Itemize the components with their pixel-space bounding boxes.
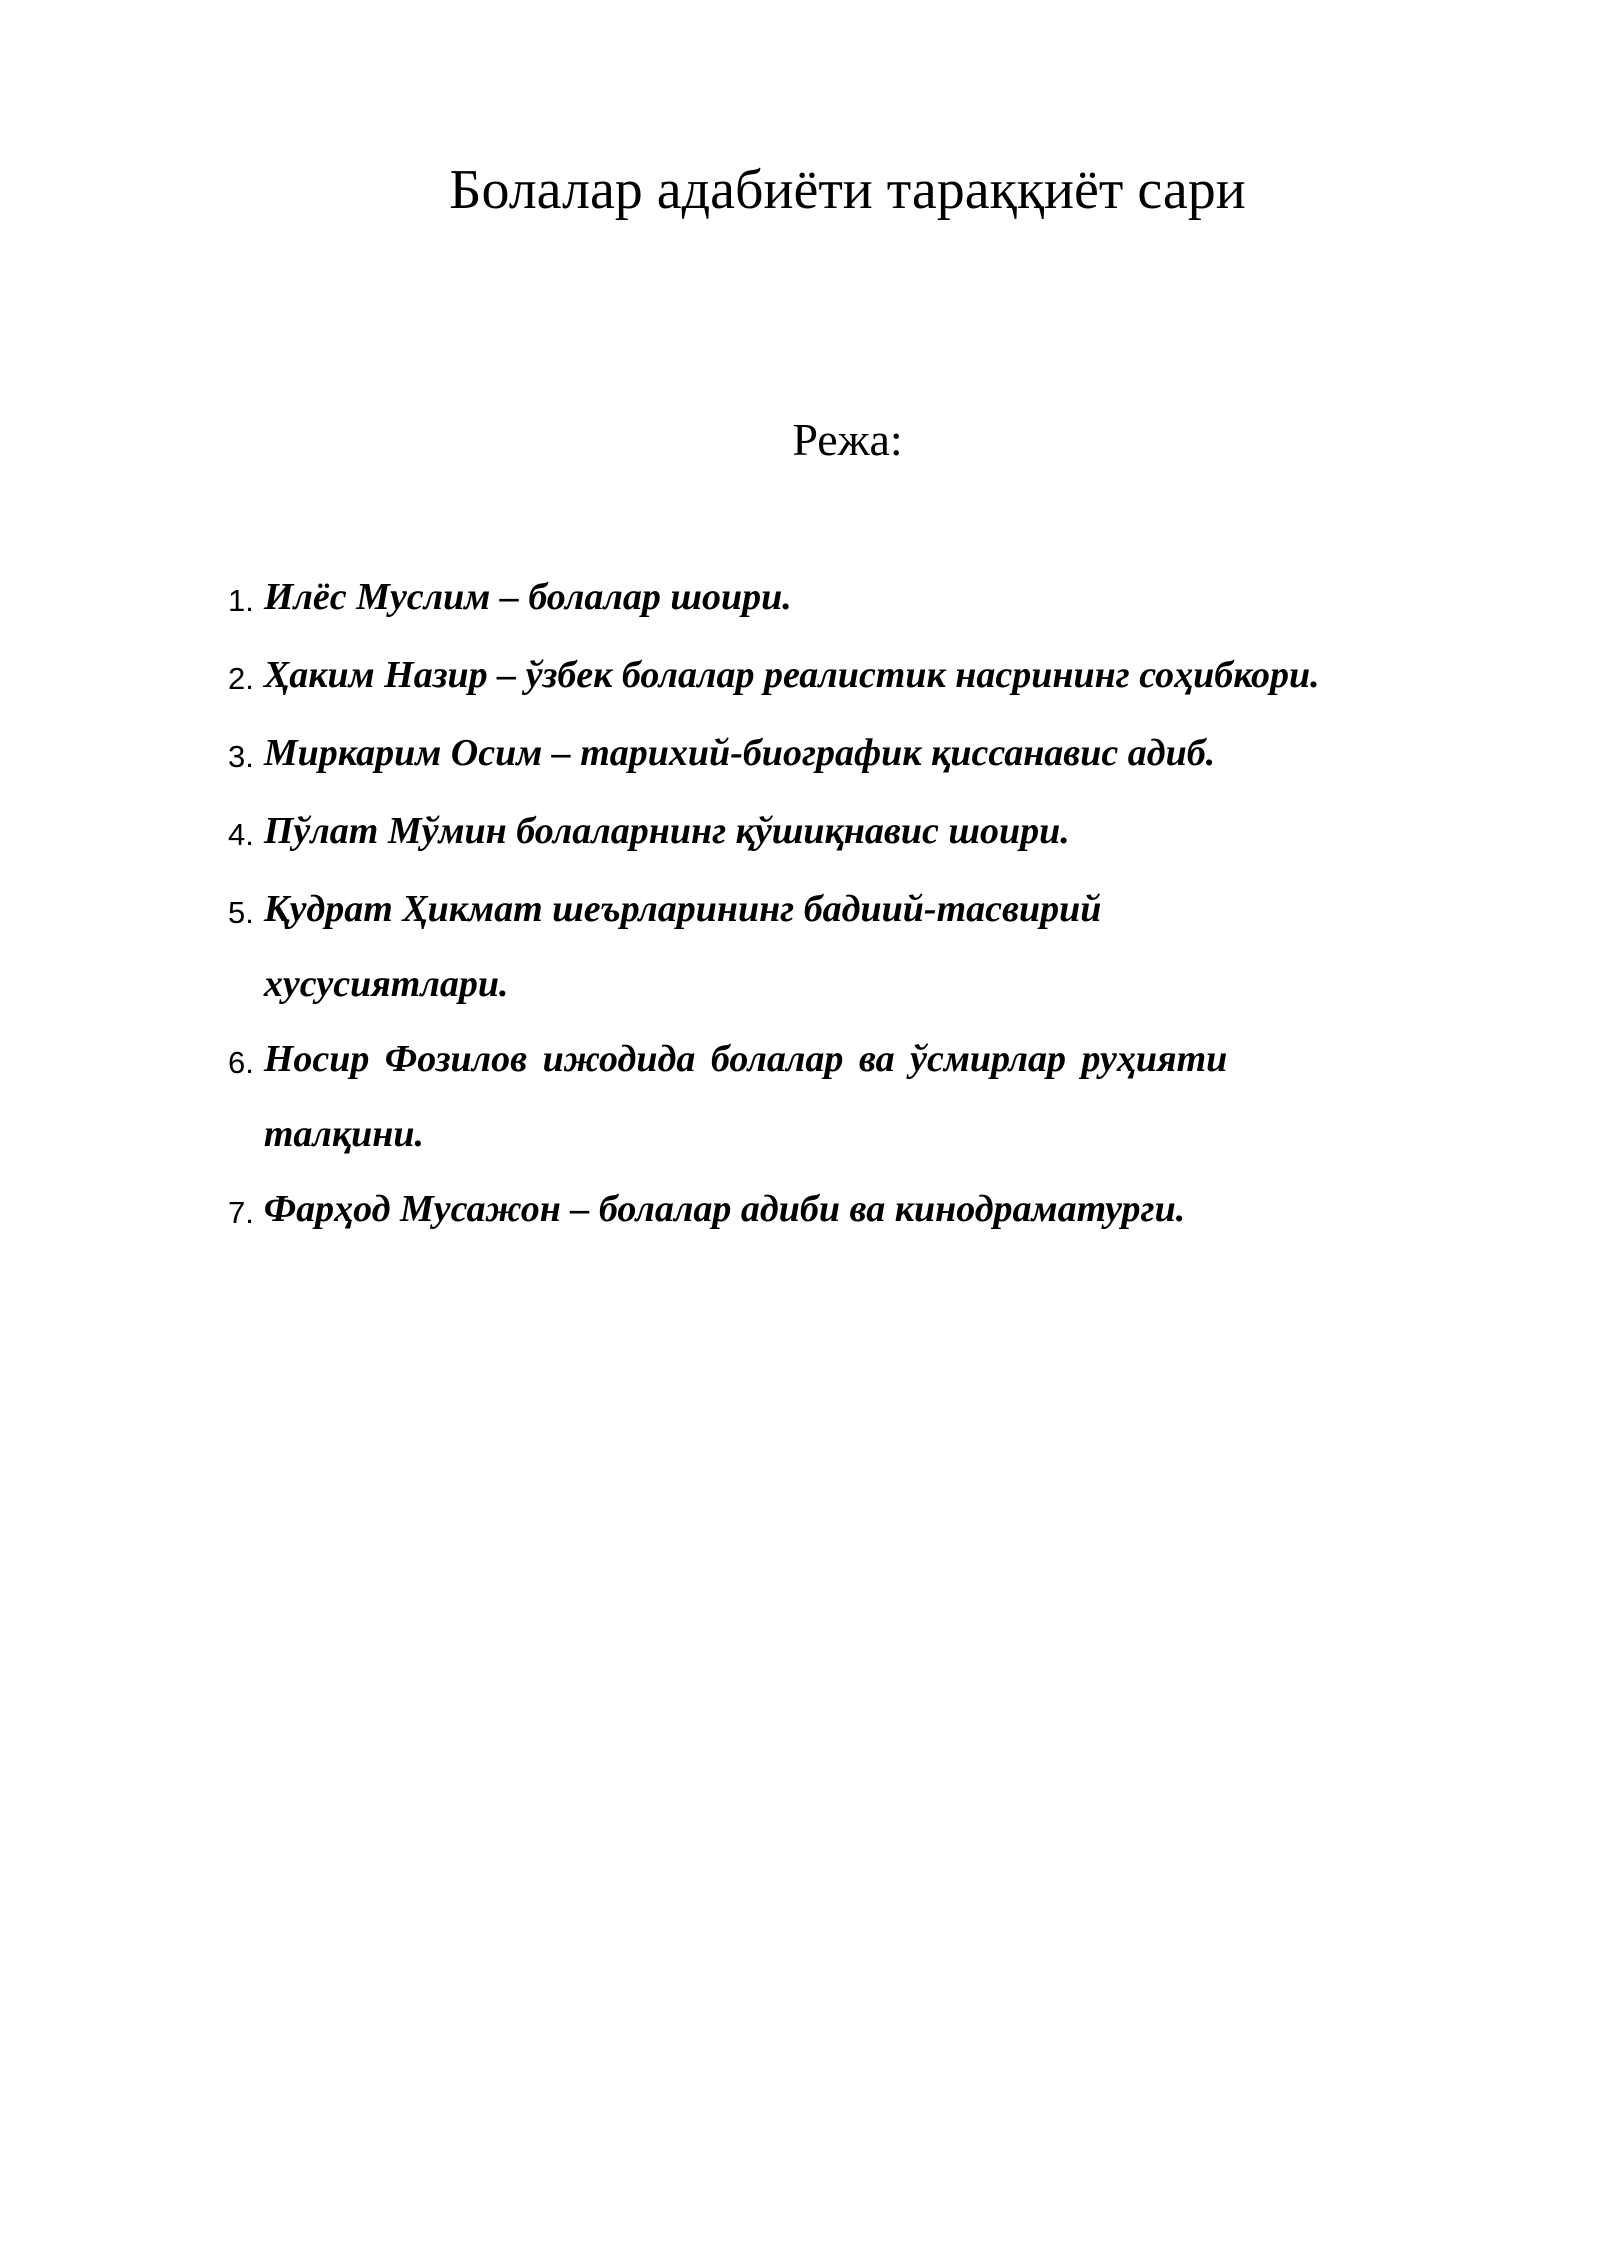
plan-item-number: 2.: [228, 661, 254, 696]
plan-item-3: [228, 716, 1498, 794]
plan-item-text: Илёс Муслим – болалар шоири.: [263, 576, 792, 618]
plan-heading: Режа:: [792, 414, 903, 465]
plan-item-7: [228, 1172, 1498, 1250]
plan-item-number: 7.: [228, 1195, 254, 1230]
plan-item-text: Миркарим Осим – тарихий-биографик қиссанавис адиб.: [263, 732, 1216, 774]
plan-item-6: [228, 1022, 1498, 1172]
plan-list: [228, 560, 1498, 1250]
plan-item-number: 1.: [228, 583, 254, 618]
document-title: Болалар адабиёти тараққиёт сари: [449, 159, 1246, 221]
plan-item-number: 6.: [228, 1045, 254, 1080]
plan-item-text: Пўлат Мўмин болаларнинг қўшиқнавис шоири.: [263, 810, 1070, 852]
plan-item-text: Носир Фозилов ижодида болалар ва ўсмирлар руҳияти талқини.: [263, 1038, 1228, 1155]
plan-item-number: 4.: [228, 817, 254, 852]
plan-item-number: 3.: [228, 739, 254, 774]
plan-item-2: [228, 638, 1498, 716]
plan-item-text: Ҳаким Назир – ўзбек болалар реалистик насрининг соҳибкори.: [263, 654, 1320, 696]
plan-item-5: [228, 872, 1498, 1022]
plan-item-text: Фарҳод Мусажон – болалар адиби ва кинодраматурги.: [263, 1188, 1186, 1230]
plan-item-1: [228, 560, 1498, 638]
plan-item-text: Қудрат Ҳикмат шеърларининг бадиий-тасвирий хусусиятлари.: [263, 888, 1102, 1005]
plan-item-number: 5.: [228, 895, 254, 930]
plan-item-4: [228, 794, 1498, 872]
